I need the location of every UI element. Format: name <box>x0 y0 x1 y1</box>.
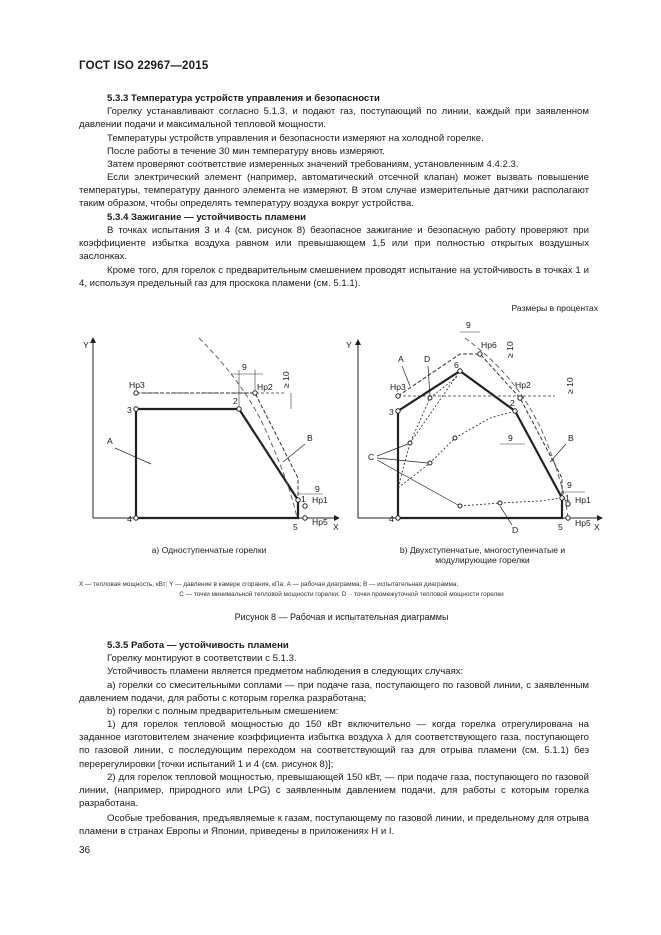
intermediate-line <box>460 498 562 506</box>
point-hp5 <box>303 516 307 520</box>
figure-units-note: Размеры в процентах <box>511 303 598 313</box>
caption-b-line2: модулирующие горелки <box>435 555 530 565</box>
label-hp2: Hp2 <box>515 380 531 390</box>
label-2: 2 <box>510 398 515 408</box>
point-4 <box>396 516 400 520</box>
section-535-p6: 2) для горелок тепловой мощностью, превышающей 150 кВт, — при подаче газа, поступающего по газовой линии, (например, природного или LPG) с заявленным давлением подачи, для работы с которым горелка разработана. <box>79 772 589 810</box>
section-534-p2: Кроме того, для горелок с предварительным смешением проводят испытание на устойчивость в точках 1 и 4, используя предельный газ для проскока пламени (см. 5.1.1). <box>79 265 589 290</box>
label-hp3: Hp3 <box>390 382 406 392</box>
label-6: 6 <box>454 360 459 370</box>
x-axis-label: X <box>333 522 339 532</box>
section-533-p4: Затем проверяют соответствие измеренных значений требованиям, установленным 4.4.2.3. <box>107 159 519 170</box>
intermediate-line <box>398 411 515 488</box>
section-533-title: 5.3.3 Температура устройств управления и безопасности <box>107 93 380 104</box>
point-3 <box>134 407 138 411</box>
x-axis-label: X <box>594 522 600 532</box>
label-hp5: Hp5 <box>575 518 591 528</box>
label-4: 4 <box>127 514 132 524</box>
point-d <box>498 501 502 505</box>
section-534-p1: В точках испытания 3 и 4 (см. рисунок 8) безопасное зажигание и безопасную работу проверяют при коэффициенте избытка воздуха равном или превышающем 1,5 или при полностью открытых воздушных заслонках. <box>79 225 589 263</box>
label-hp1: Hp1 <box>312 495 328 505</box>
label-hp5: Hp5 <box>312 517 328 527</box>
section-535-p2: Устойчивость пламени является предметом наблюдения в следующих случаях: <box>107 666 464 677</box>
leader-a <box>115 448 151 464</box>
section-533-p2: Температуры устройств управления и безопасности измеряют на холодной горелке. <box>107 133 484 144</box>
point-4 <box>134 516 138 520</box>
leader-c <box>377 444 408 456</box>
dim-9-right: 9 <box>567 480 572 490</box>
label-5: 5 <box>293 522 298 532</box>
point-c <box>408 441 412 445</box>
label-5: 5 <box>558 522 563 532</box>
leader-b <box>550 444 566 462</box>
point-hp6 <box>478 352 482 356</box>
dim-9-mid: 9 <box>508 433 513 443</box>
label-d-bottom: D <box>512 525 519 535</box>
dim-9-top: 9 <box>466 320 471 330</box>
point-hp2 <box>518 396 522 400</box>
section-533-p1: Горелку устанавливают согласно 5.1.3, и подают газ, поступающий по линии, каждый при заявленном давлении подачи и максимальной тепловой мощности. <box>79 106 589 131</box>
leader-b <box>283 444 305 462</box>
section-533-p3: После работы в течение 30 мин температуру вновь измеряют. <box>107 146 385 157</box>
section-535-p3: а) горелки со смесительными соплами — при подаче газа, поступающего по газовой линии, с заявленным давлением подачи, для работы с которым горелка разработана; <box>79 680 589 705</box>
figure-8a-diagram <box>79 318 339 540</box>
label-b: B <box>568 433 574 443</box>
point-hp3 <box>396 394 400 398</box>
caption-a: а) Одноступенчатые горелки <box>151 545 267 555</box>
label-b: B <box>307 433 313 443</box>
label-1: 1 <box>301 494 306 504</box>
section-534-title: 5.3.4 Зажигание — устойчивость пламени <box>107 212 307 223</box>
leader-d <box>500 506 512 525</box>
operating-diagram-a <box>136 409 298 518</box>
label-3: 3 <box>127 405 132 415</box>
label-2: 2 <box>233 396 238 406</box>
limit-curve <box>465 338 568 518</box>
section-535-title: 5.3.5 Работа — устойчивость пламени <box>107 640 289 651</box>
label-hp2: Hp2 <box>257 382 273 392</box>
label-hp6: Hp6 <box>481 340 497 350</box>
label-3: 3 <box>389 407 394 417</box>
leader-c <box>377 458 428 463</box>
label-hp3: Hp3 <box>129 380 145 390</box>
point-hp3 <box>134 391 138 395</box>
dim-9-right: 9 <box>315 484 320 494</box>
label-4: 4 <box>389 514 394 524</box>
label-hp1: Hp1 <box>575 495 591 505</box>
label-1: 1 <box>565 493 570 503</box>
point-2 <box>513 409 517 413</box>
label-a: A <box>398 354 404 364</box>
dim-ge10-right: ≥ 10 <box>565 377 575 394</box>
section-535-p4: b) горелки с полным предварительным смешением: <box>107 706 339 717</box>
label-c: C <box>368 452 375 462</box>
dim-ge10-top: ≥ 10 <box>505 341 515 358</box>
operating-diagram-b <box>398 371 562 518</box>
section-533-p5: Если электрический элемент (например, автоматический отсечной клапан) может вызвать повышение температуры, температуру данного элемента не измеряют. В этом случае измерительные датчики располагают таким образом, чтобы определять температуру воздуха вокруг устройства. <box>79 172 589 210</box>
section-535-p1: Горелку монтируют в соответствии с 5.1.3. <box>107 653 297 664</box>
point-3 <box>396 409 400 413</box>
document-header: ГОСТ ISO 22967—2015 <box>79 60 209 72</box>
figure-8b-diagram <box>340 318 605 540</box>
label-a: A <box>107 436 113 446</box>
point-d <box>453 436 457 440</box>
section-535-p7: Особые требования, предъявляемые к газам, поступающему по газовой линии, и предельному для отрыва пламени в странах Европы и Японии, приведены в приложениях H и I. <box>79 813 589 838</box>
test-diagram-b <box>398 354 562 498</box>
legend-line1: X — тепловая мощность, кВт; Y — давление в камере сгорания, кПа; A — рабочая диаграмма; B — испытательная диаграмма; <box>79 581 459 588</box>
page-number: 36 <box>79 845 91 856</box>
figure-title: Рисунок 8 — Рабочая и испытательная диаграммы <box>234 612 449 622</box>
dim-ge10: ≥ 10 <box>281 371 291 388</box>
y-axis-label: Y <box>83 340 89 350</box>
y-axis-label: Y <box>346 340 352 350</box>
intermediate-line <box>410 371 460 443</box>
point-hp1 <box>303 504 307 508</box>
label-d-top: D <box>424 354 431 364</box>
point-c <box>458 504 462 508</box>
leader-c <box>377 460 458 505</box>
point-1 <box>296 498 300 502</box>
caption-b <box>370 545 595 565</box>
point-1 <box>560 496 564 500</box>
point-hp5 <box>566 516 570 520</box>
point-d <box>428 396 432 400</box>
point-c <box>428 461 432 465</box>
caption-b-line1: b) Двухступенчатые, многоступенчатые и <box>399 545 566 555</box>
figure-legend <box>79 580 604 600</box>
limit-curve <box>199 338 297 518</box>
point-2 <box>237 407 241 411</box>
legend-line2: C — точки минимальной тепловой мощности горелки; D ·· точки промежуточной тепловой мощности горелки <box>179 591 504 598</box>
section-535-p5: 1) для горелок тепловой мощностью до 150 кВт включительно — когда горелка отрегулирована на заданное изготовителем значение коэффициента избытка воздуха λ для соответствующего газа, поступающего по газовой линии, с последующим переходом на соответствующий газ для отрыва пламени (см. 5.1.1) без перерегулировки [точки испытаний 1 и 4 (см. рисунок 8)]; <box>79 719 589 770</box>
dim-9-top: 9 <box>242 362 247 372</box>
